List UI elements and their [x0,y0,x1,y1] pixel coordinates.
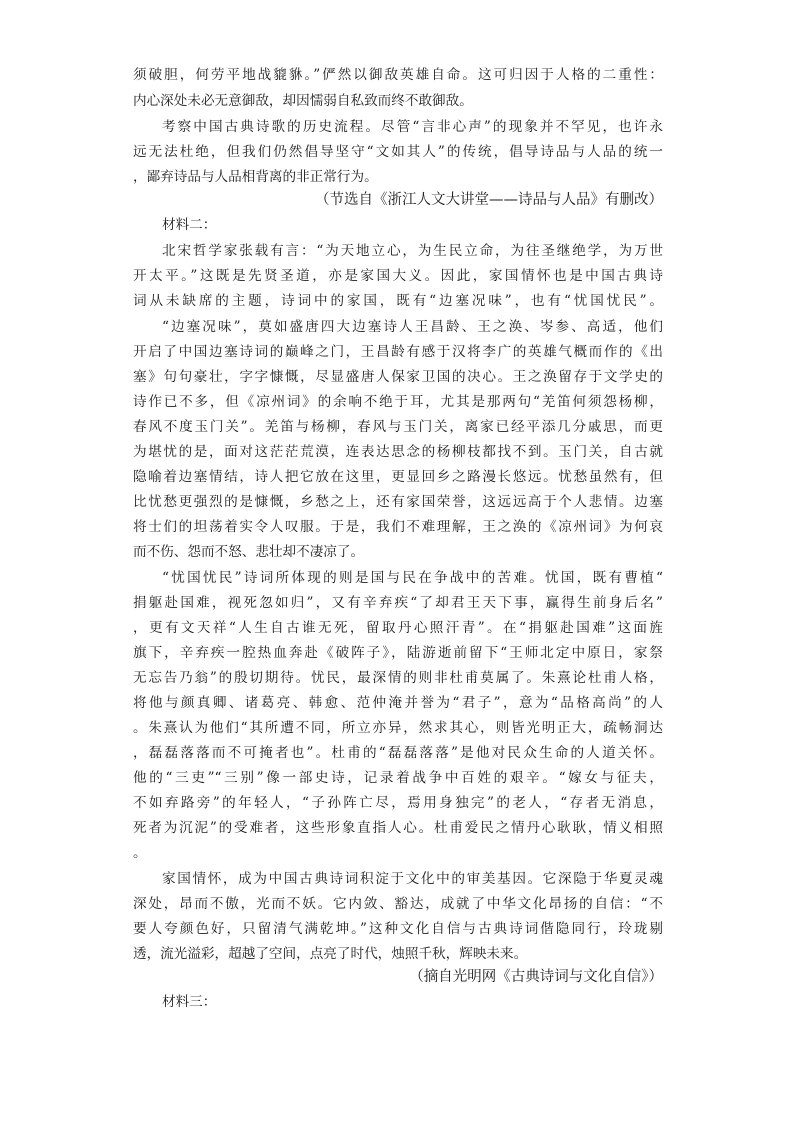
text-line: 不如弃路旁”的年轻人，“子孙阵亡尽，焉用身独完”的老人，“存者无消息， [133,795,663,811]
text-line: 死者为沉泥”的受难者，这些形象直指人心。杜甫爱民之情丹心耿耿，情义相照 [133,820,663,836]
text-line: 比忧愁更强烈的是慷慨，乡愁之上，还有家国荣誉，这远远高于个人悲情。边塞 [133,494,663,510]
text-line: 诗作已不多，但《凉州词》的余响不绝于耳，尤其是那两句“羌笛何须怨杨柳， [133,394,663,410]
text-line: 无忘告乃翁”的殷切期待。忧民，最深情的则非杜甫莫属了。朱熹论杜甫人格， [133,670,663,686]
text-line: 塞》句句豪壮，字字慷慨，尽显盛唐人保家卫国的决心。王之涣留存于文学史的 [133,369,663,385]
source-citation: （摘自光明网《古典诗词与文化自信》） [409,969,663,985]
text-line: 春风不度玉门关”。羌笛与杨柳，春风与玉门关，离家已经平添几分戚思，而更 [133,419,663,435]
text-line: 开启了中国边塞诗词的巅峰之门，王昌龄有感于汉将李广的英雄气概而作的《出 [133,344,663,360]
text-line: 为堪忧的是，面对这茫茫荒漠，连表达思念的杨柳枝都找不到。玉门关，自古就 [133,444,663,460]
text-line: 深处，昂而不傲，光而不妖。它内敛、豁达，成就了中华文化昂扬的自信：“不 [133,896,663,912]
text-line: 须破胆，何劳平地战貔貅。”俨然以御敌英雄自命。这可归因于人格的二重性： [133,67,663,83]
text-line: 要人夸颜色好，只留清气满乾坤。”这种文化自信与古典诗词偕隐同行，玲珑剔 [133,921,663,937]
text-line: 词从未缺席的主题，诗词中的家国，既有“边塞况味”，也有“忧国忧民”。 [133,293,663,309]
text-line: 考察中国古典诗歌的历史流程。尽管“言非心声”的现象并不罕见，也许永 [162,119,663,135]
text-line: 隐喻着边塞情结，诗人把它放在这里，更显回乡之路漫长悠远。忧愁虽然有，但 [133,469,663,485]
text-line: 而不伤、怨而不怒、悲壮却不凄凉了。 [133,544,365,560]
text-line: 远无法杜绝，但我们仍然倡导坚守“文如其人”的传统，倡导诗品与人品的统一 [133,144,663,160]
section-heading: 材料三： [162,994,217,1010]
text-line: 内心深处未必无意御敌，却因懦弱自私致而终不敢御敌。 [133,93,473,109]
text-line: 。 [133,845,147,861]
text-line: 他的“三吏”“三别”像一部史诗，记录着战争中百姓的艰辛。“嫁女与征夫， [133,770,663,786]
text-line: 将士们的坦荡着实令人叹服。于是，我们不难理解，王之涣的《凉州词》为何哀 [133,519,663,535]
source-citation: （节选自《浙江人文大讲堂——诗品与人品》有删改） [315,192,663,208]
text-line: 将他与颜真卿、诸葛亮、韩愈、范仲淹并誉为“君子”，意为“品格高尚”的人 [133,695,663,711]
text-line: 开太平。”这既是先贤圣道，亦是家国大义。因此，家国情怀也是中国古典诗 [133,268,663,284]
text-line: ，磊磊落落而不可掩者也”。杜甫的“磊磊落落”是他对民众生命的人道关怀。 [133,745,663,761]
text-line: “边塞况味”，莫如盛唐四大边塞诗人王昌龄、王之涣、岑参、高适，他们 [162,319,663,335]
text-line: ，鄙弃诗品与人品相背离的非正常行为。 [133,169,378,185]
text-line: 家国情怀，成为中国古典诗词积淀于文化中的审美基因。它深隐于华夏灵魂 [162,871,663,887]
text-line: “忧国忧民”诗词所体现的则是国与民在争战中的苦难。忧国，既有曹植“ [162,570,663,586]
text-line: 捐躯赴国难，视死忽如归”，又有辛弃疾“了却君王天下事，赢得生前身后名” [133,595,663,611]
text-line: ，更有文天祥“人生自古谁无死，留取丹心照汗青”。在“捐躯赴国难”这面旌 [133,620,663,636]
text-line: 旗下，辛弃疾一腔热血奔赴《破阵子》，陆游逝前留下“王师北定中原日，家祭 [133,645,663,661]
text-line: 北宋哲学家张载有言：“为天地立心，为生民立命，为往圣继绝学，为万世 [162,243,663,259]
text-line: 透，流光溢彩，超越了空间，点亮了时代，烛照千秋，辉映未来。 [133,946,528,962]
text-line: 。朱熹认为他们“其所遭不同，所立亦异，然求其心，则皆光明正大，疏畅洞达 [133,720,663,736]
section-heading: 材料二： [162,217,217,233]
